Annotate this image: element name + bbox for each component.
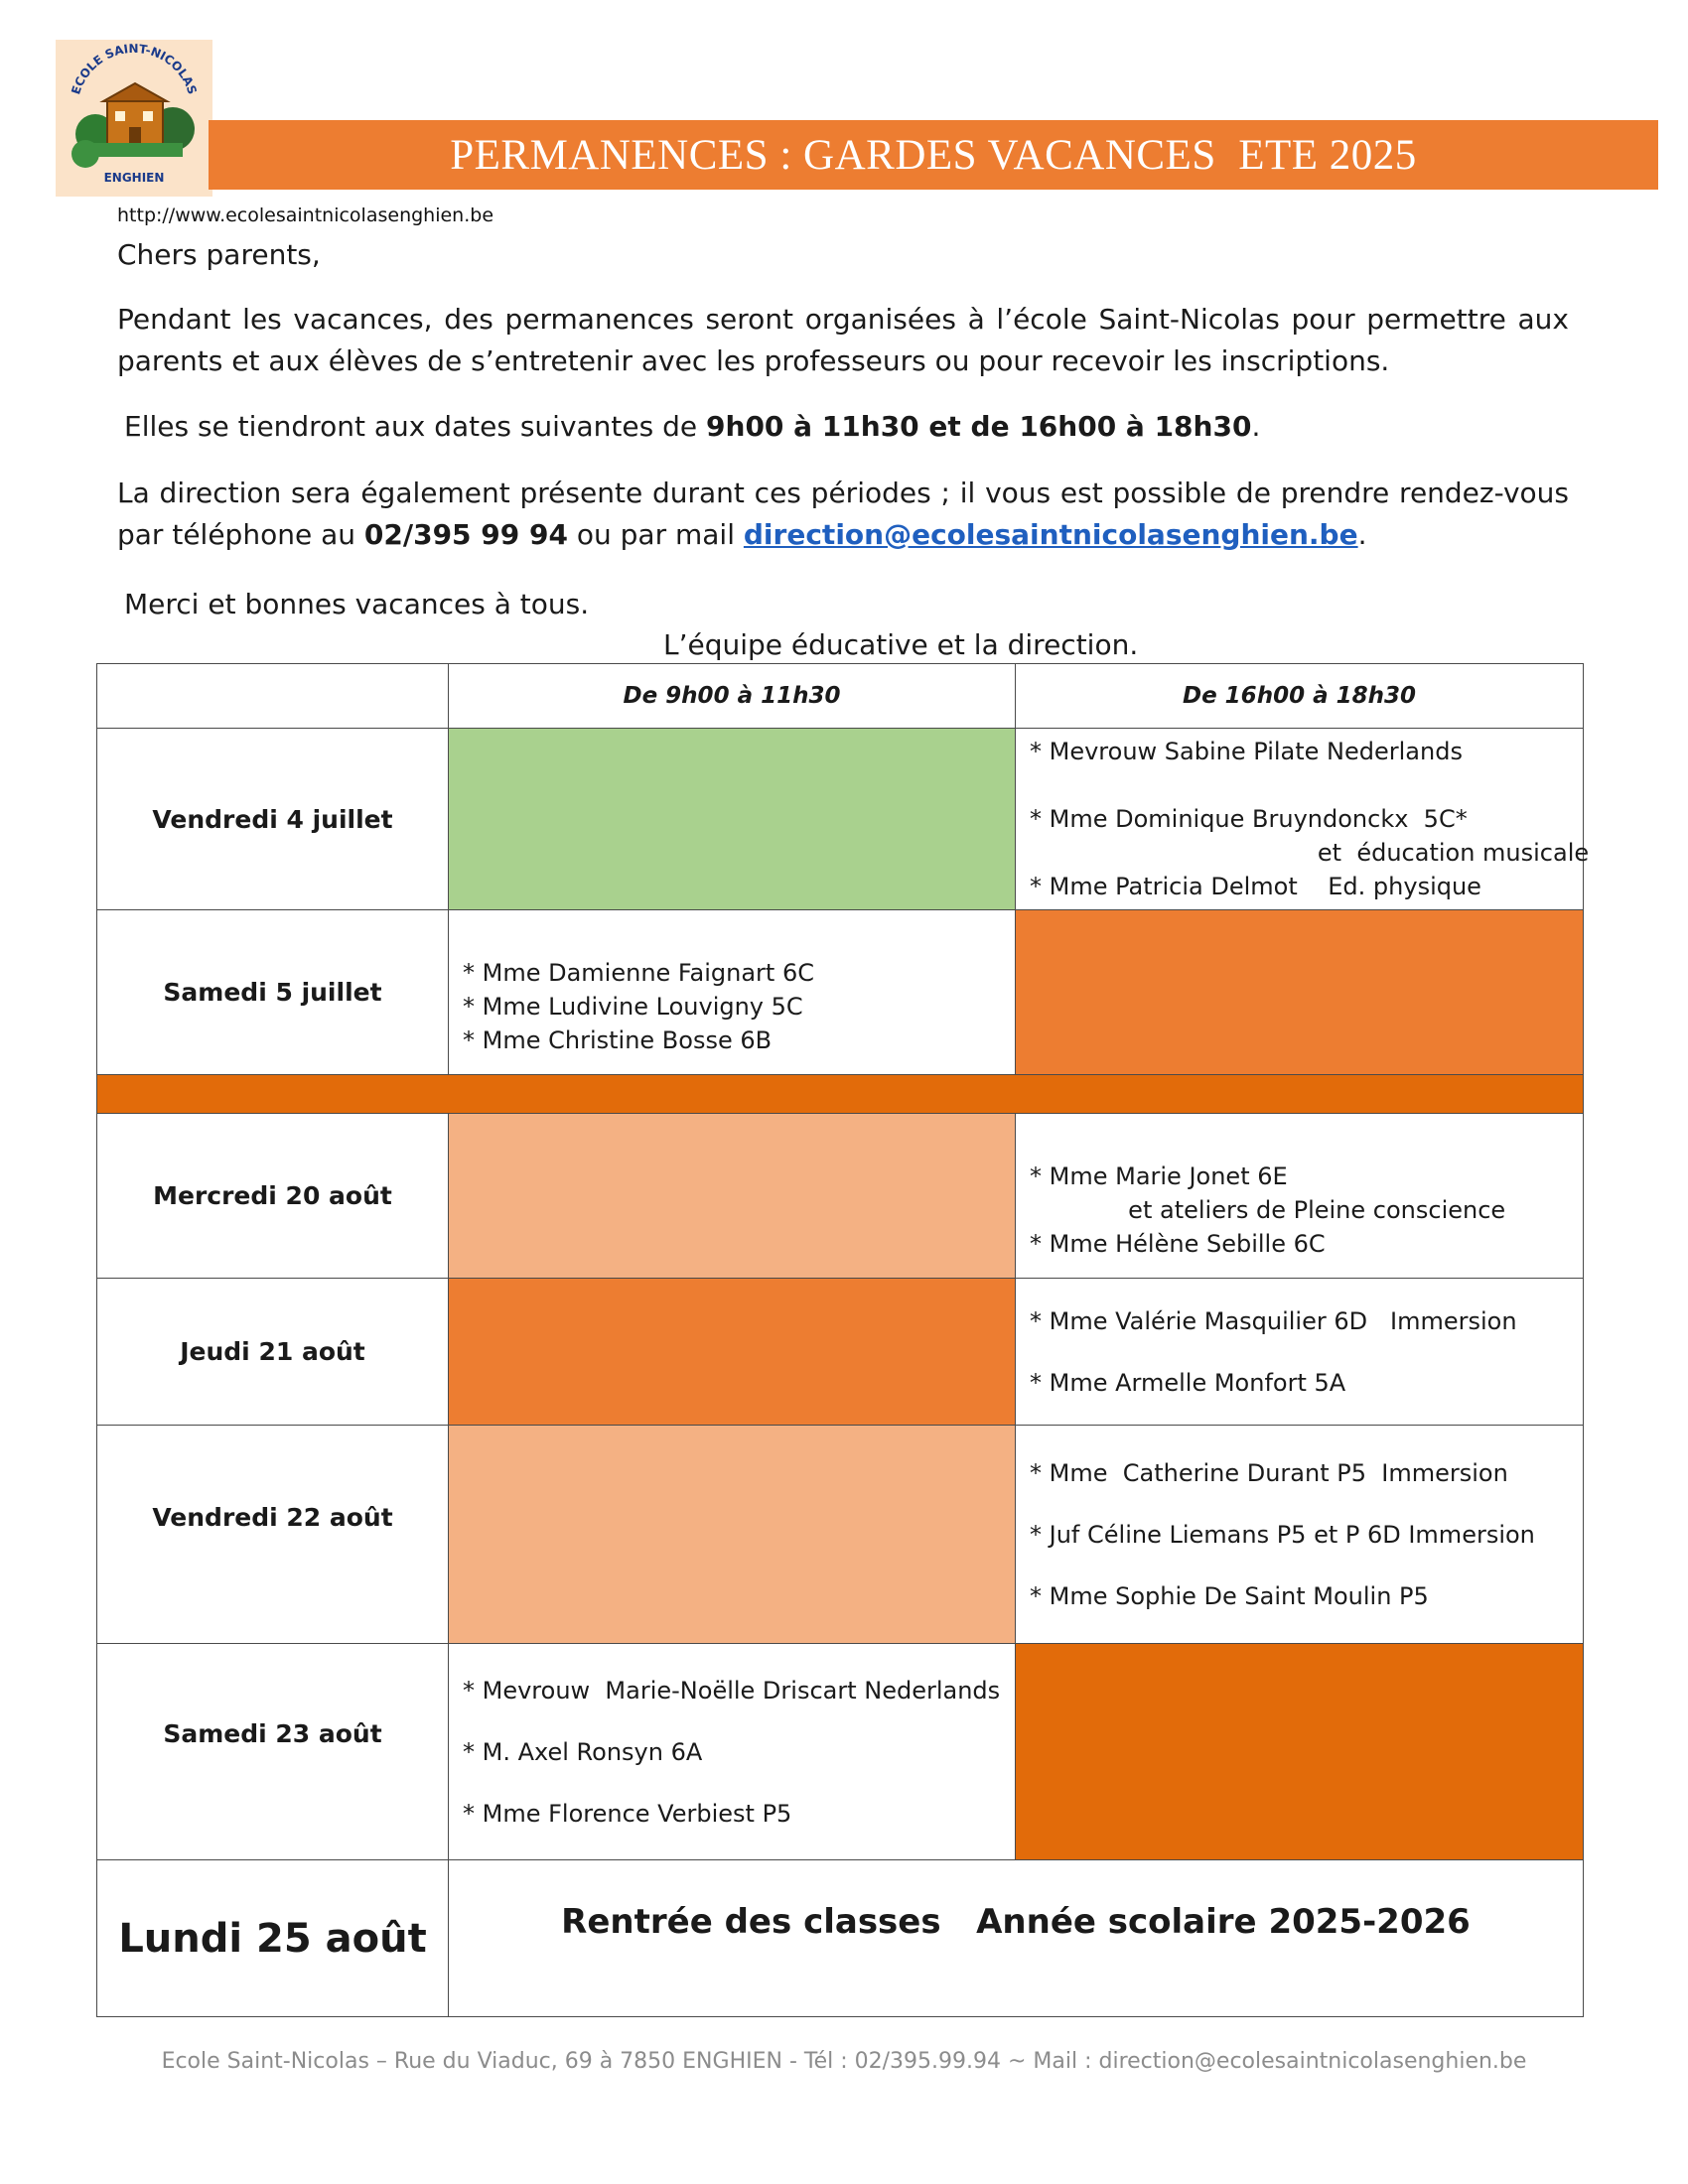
email-link[interactable]: direction@ecolesaintnicolasenghien.be bbox=[743, 518, 1358, 551]
paragraph-intro: Pendant les vacances, des permanences seront organisées à l’école Saint-Nicolas pour permettre aux parents et aux élèves de s’entretenir avec les professeurs ou pour recevoir les inscriptions. bbox=[117, 303, 1569, 377]
logo-text-top: ECOLE SAINT-NICOLAS bbox=[69, 41, 200, 96]
table-row bbox=[97, 1644, 1584, 1860]
hours-prefix: Elles se tiendront aux dates suivantes de bbox=[124, 410, 707, 443]
final-row bbox=[97, 1860, 1584, 2017]
website-url: http://www.ecolesaintnicolasenghien.be bbox=[117, 205, 494, 226]
teacher-line: * Mme Dominique Bruyndonckx 5C* bbox=[1030, 805, 1468, 833]
paragraph-direction bbox=[117, 473, 1569, 556]
morning-cell bbox=[449, 910, 1016, 1075]
morning-cell-empty bbox=[449, 1279, 1016, 1426]
schedule-table bbox=[96, 663, 1590, 2017]
hours-suffix: . bbox=[1251, 410, 1261, 443]
spacer-line bbox=[463, 1769, 1001, 1797]
signature: L’équipe éducative et la direction. bbox=[663, 628, 1139, 661]
teacher-line: * Mme Armelle Monfort 5A bbox=[1030, 1368, 1346, 1397]
day-cell: Samedi 5 juillet bbox=[97, 910, 449, 1075]
teacher-line: * Mme Patricia Delmot Ed. physique bbox=[1030, 873, 1481, 900]
teacher-line: * Mme Hélène Sebille 6C bbox=[1030, 1229, 1326, 1258]
teacher-line: et éducation musicale bbox=[1030, 839, 1590, 867]
hours-bold: 9h00 à 11h30 et de 16h00 à 18h30 bbox=[706, 410, 1252, 443]
teacher-line: * Mevrouw Marie-Noëlle Driscart Nederlands bbox=[463, 1676, 1001, 1705]
morning-cell-empty bbox=[449, 1114, 1016, 1279]
teacher-line: * Mme Ludivine Louvigny 5C bbox=[463, 992, 803, 1021]
final-note-cell: Rentrée des classes Année scolaire 2025-2026 bbox=[449, 1860, 1584, 2017]
header-empty bbox=[97, 664, 449, 729]
teacher-line: * Mme Damienne Faignart 6C bbox=[463, 958, 814, 987]
title-bar bbox=[209, 120, 1658, 190]
school-logo-icon bbox=[56, 40, 212, 197]
direction-mid: ou par mail bbox=[567, 518, 744, 551]
teacher-line: * Mme Catherine Durant P5 Immersion bbox=[1030, 1458, 1508, 1487]
teacher-line: * Juf Céline Liemans P5 et P 6D Immersion bbox=[1030, 1520, 1535, 1549]
table-row bbox=[97, 1279, 1584, 1426]
teacher-line: * M. Axel Ronsyn 6A bbox=[463, 1737, 703, 1766]
day-cell: Vendredi 4 juillet bbox=[97, 729, 449, 910]
teacher-line: * Mme Valérie Masquilier 6D Immersion bbox=[1030, 1306, 1517, 1335]
teacher-line: * Mme Christine Bosse 6B bbox=[463, 1025, 773, 1054]
header-afternoon: De 16h00 à 18h30 bbox=[1016, 664, 1584, 729]
spacer-line bbox=[1030, 768, 1569, 802]
table-row bbox=[97, 729, 1584, 910]
paragraph-hours bbox=[124, 406, 1576, 448]
afternoon-cell-empty bbox=[1016, 910, 1584, 1075]
header-morning: De 9h00 à 11h30 bbox=[449, 664, 1016, 729]
spacer-line bbox=[1030, 1552, 1569, 1579]
separator-cell bbox=[97, 1075, 1584, 1114]
separator-row bbox=[97, 1075, 1584, 1114]
teacher-line: * Mevrouw Sabine Pilate Nederlands bbox=[1030, 738, 1463, 765]
afternoon-cell bbox=[1016, 729, 1590, 910]
footer-address: Ecole Saint-Nicolas – Rue du Viaduc, 69 à 7850 ENGHIEN - Tél : 02/395.99.94 ~ Mail : direction@ecolesaintnicolasenghien.be bbox=[161, 2049, 1527, 2074]
logo-text-bottom: ENGHIEN bbox=[103, 171, 165, 185]
table-header-row bbox=[97, 664, 1584, 729]
morning-cell-empty bbox=[449, 1426, 1016, 1644]
table-row bbox=[97, 910, 1584, 1075]
day-cell: Samedi 23 août bbox=[97, 1644, 449, 1860]
spacer-line bbox=[1030, 1338, 1569, 1366]
phone-number: 02/395 99 94 bbox=[363, 518, 568, 551]
page-title: PERMANENCES : GARDES VACANCES ETE 2025 bbox=[450, 131, 1417, 179]
morning-cell bbox=[449, 1644, 1016, 1860]
morning-cell-empty bbox=[449, 729, 1016, 910]
greeting: Chers parents, bbox=[117, 238, 321, 271]
spacer-line bbox=[1030, 1490, 1569, 1518]
teacher-line: * Mme Sophie De Saint Moulin P5 bbox=[1030, 1581, 1429, 1610]
spacer-line bbox=[463, 1707, 1001, 1735]
afternoon-cell-empty bbox=[1016, 1644, 1584, 1860]
day-cell: Vendredi 22 août bbox=[97, 1426, 449, 1644]
day-cell: Mercredi 20 août bbox=[97, 1114, 449, 1279]
table-row bbox=[97, 1114, 1584, 1279]
teacher-line: et ateliers de Pleine conscience bbox=[1030, 1195, 1506, 1224]
direction-end: . bbox=[1357, 518, 1367, 551]
final-day-cell: Lundi 25 août bbox=[97, 1860, 449, 2017]
afternoon-cell bbox=[1016, 1426, 1584, 1644]
day-cell: Jeudi 21 août bbox=[97, 1279, 449, 1426]
teacher-line: * Mme Florence Verbiest P5 bbox=[463, 1799, 792, 1828]
paragraph-thanks: Merci et bonnes vacances à tous. bbox=[124, 588, 590, 620]
afternoon-cell bbox=[1016, 1114, 1584, 1279]
afternoon-cell bbox=[1016, 1279, 1584, 1426]
table-row bbox=[97, 1426, 1584, 1644]
teacher-line: * Mme Marie Jonet 6E bbox=[1030, 1161, 1288, 1190]
direction-text: La direction sera également présente durant ces périodes ; il vous est possible de prendre rendez-vous par téléphone au bbox=[117, 477, 1569, 551]
